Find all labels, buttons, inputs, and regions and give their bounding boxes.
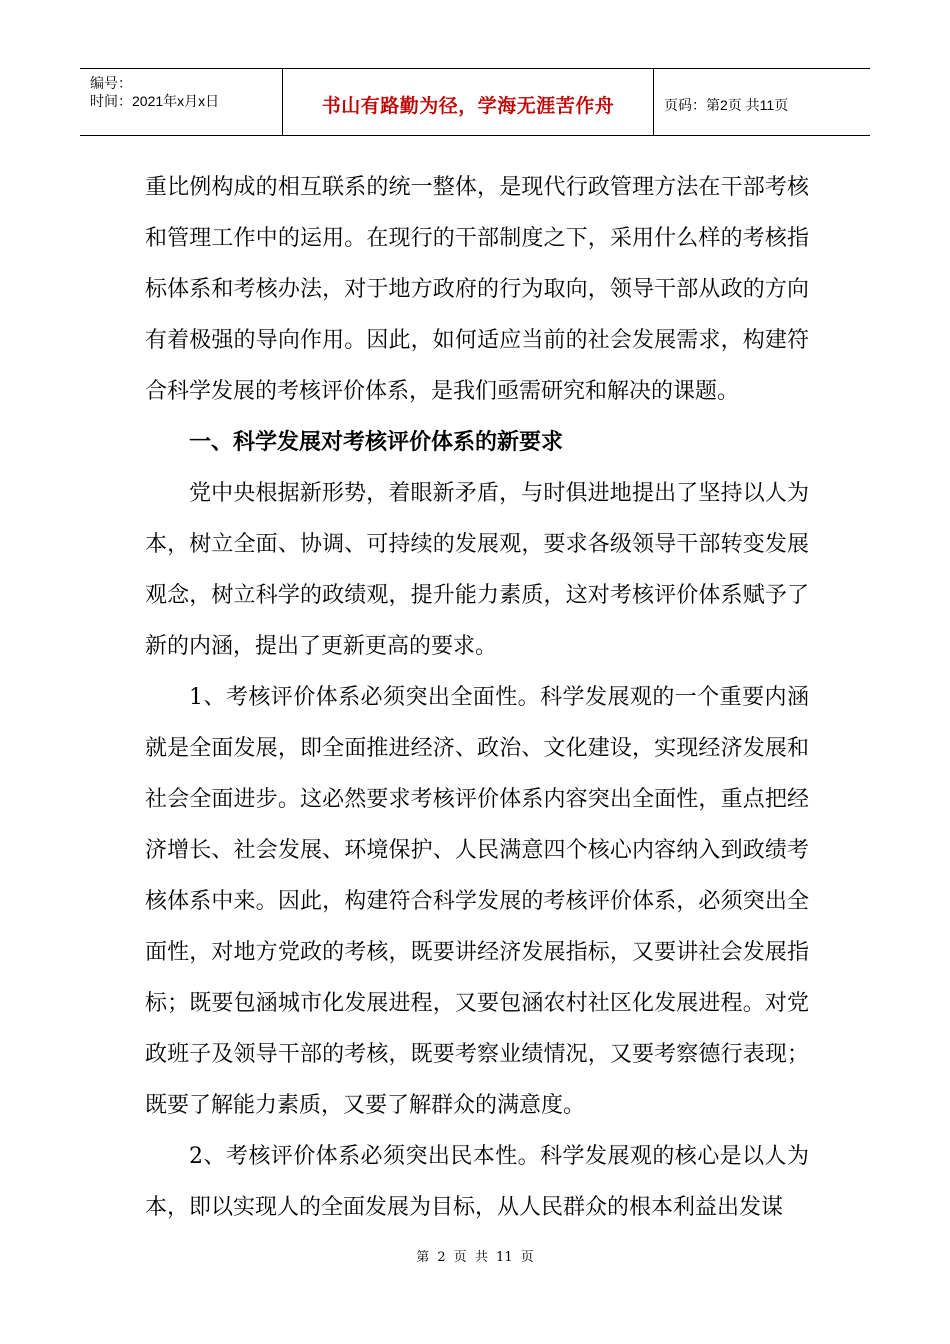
header-motto: 书山有路勤为径，学海无涯苦作舟 bbox=[321, 95, 615, 117]
paragraph-point-2: 2、考核评价体系必须突出民本性。科学发展观的核心是以人为本，即以实现人的全面发展为目标，从人民群众的根本利益出发谋 bbox=[145, 1144, 809, 1220]
paragraph-continued: 重比例构成的相互联系的统一整体，是现代行政管理方法在干部考核和管理工作中的运用。在现行的干部制度之下，采用什么样的考核指标体系和考核办法，对于地方政府的行为取向，领导干部从政的方向有着极强的导向作用。因此，如何适应当前的社会发展需求，构建符合科学发展的考核评价体系，是我们亟需研究和解决的课题。 bbox=[145, 175, 809, 404]
page-header bbox=[80, 68, 870, 136]
document-time-label: 时间：2021年x月x日 bbox=[90, 93, 220, 109]
document-number-label: 编号： bbox=[90, 75, 132, 91]
header-page-info: 页码：第2页 共11页 bbox=[664, 97, 789, 113]
section-heading: 一、科学发展对考核评价体系的新要求 bbox=[189, 430, 564, 455]
header-meta-cell bbox=[80, 69, 282, 135]
page-footer: 第 2 页 共 11 页 bbox=[416, 1250, 534, 1265]
header-motto-cell bbox=[282, 69, 654, 135]
header-page-cell bbox=[654, 69, 870, 135]
document-body bbox=[145, 162, 809, 1233]
paragraph-point-1: 1、考核评价体系必须突出全面性。科学发展观的一个重要内涵就是全面发展，即全面推进经济、政治、文化建设，实现经济发展和社会全面进步。这必然要求考核评价体系内容突出全面性，重点把经济增长、社会发展、环境保护、人民满意四个核心内容纳入到政绩考核体系中来。因此，构建符合科学发展的考核评价体系，必须突出全面性，对地方党政的考核，既要讲经济发展指标，又要讲社会发展指标；既要包涵城市化发展进程，又要包涵农村社区化发展进程。对党政班子及领导干部的考核，既要考察业绩情况，又要考察德行表现；既要了解能力素质，又要了解群众的满意度。 bbox=[145, 685, 809, 1118]
paragraph: 党中央根据新形势，着眼新矛盾，与时俱进地提出了坚持以人为本，树立全面、协调、可持续的发展观，要求各级领导干部转变发展观念，树立科学的政绩观，提升能力素质，这对考核评价体系赋予了新的内涵，提出了更新更高的要求。 bbox=[145, 481, 809, 659]
